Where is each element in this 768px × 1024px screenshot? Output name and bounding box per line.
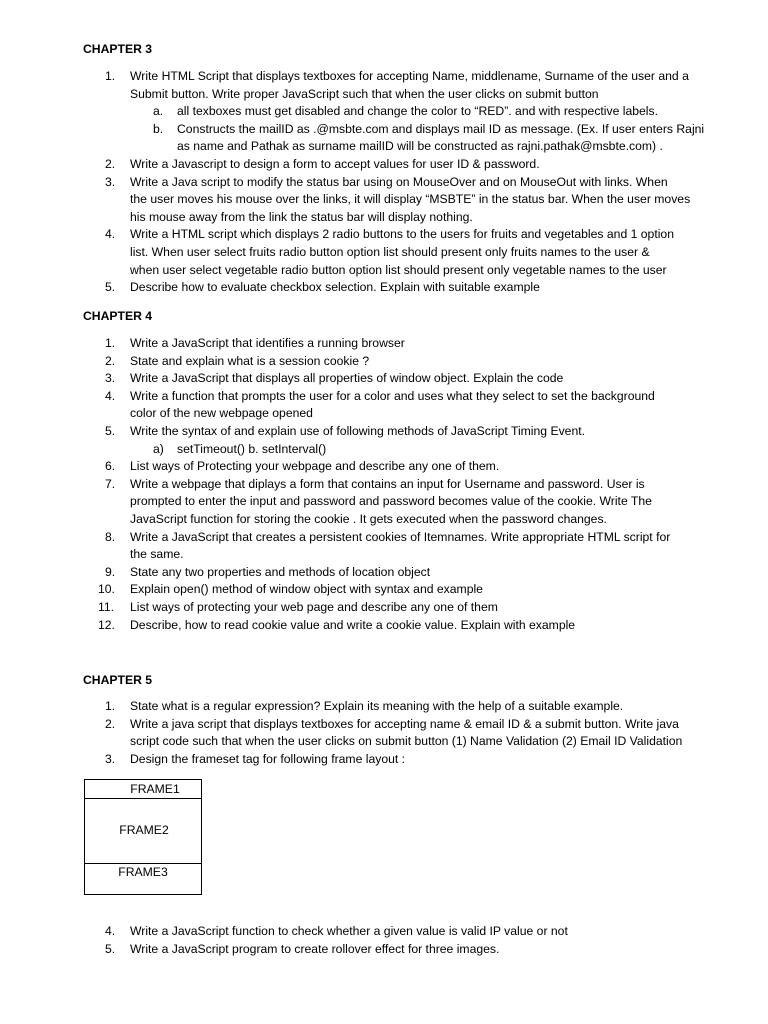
list-item: 3. Design the frameset tag for following frame layout : [105,751,406,766]
list-item: 1. Write a JavaScript that identifies a running browser [105,336,405,350]
list-item: 2. Write a java script that displays textboxes for accepting name & email ID & a submit button. Write java script code such that when the user clicks on submit button (1) Name Validation (2) Email ID Validation [105,716,683,749]
list-item: 4. Write a function that prompts the user for a color and uses what they select to set the background color of the new webpage opened [105,388,655,421]
list-item: 12. Describe, how to read cookie value and write a cookie value. Explain with example [98,617,576,632]
list-item: 9. State any two properties and methods of location object [105,564,431,579]
frame2-box: FRAME2 [119,823,169,837]
list-item: 1. Write HTML Script that displays textboxes for accepting Name, middlename, Surname of the user and a Submit button. Write proper JavaScript such that when the user clicks on submit button [105,69,689,101]
list-item: 7. Write a webpage that diplays a form that contains an input for Username and password. User is prompted to enter the input and password and password becomes value of the cookie. Write The JavaScript function for storing the cookie . It gets executed when the password changes. [105,476,652,526]
chapter-3-list [83,68,733,297]
sub-list-item: b. Constructs the mailID as .@msbte.com and displays mail ID as message. (Ex. If user enters Rajni as name and Pathak as surname mailID will be constructed as rajni.pathak@msbte.com) . [153,121,705,154]
list-item: 8. Write a JavaScript that creates a persistent cookies of Itemnames. Write appropriate HTML script for the same. [105,529,671,562]
list-item: 11. List ways of protecting your web page and describe any one of them [98,599,498,614]
list-item: 5. Describe how to evaluate checkbox selection. Explain with suitable example [105,280,540,295]
chapter-3-heading: CHAPTER 3 [83,42,153,56]
chapter-5-heading: CHAPTER 5 [83,673,153,687]
list-item: 10. Explain open() method of window object with syntax and example [98,582,483,597]
list-item: 4. Write a JavaScript function to check whether a given value is valid IP value or not [105,924,568,938]
frameset-diagram [84,779,202,895]
chapter-4-heading: CHAPTER 4 [83,309,153,323]
sub-list-item: a. all texboxes must get disabled and change the color to “RED”. and with respective labels. [153,104,658,119]
chapter-5-list-continued [83,923,733,958]
list-item: 4. Write a HTML script which displays 2 radio buttons to the users for fruits and vegetables and 1 option list. When user select fruits radio button option list should present only fruits names to the user & when user select vegetable radio button option list should present only vegetable names to the user [105,227,674,277]
frame1-box: FRAME1 [85,780,201,799]
list-item: 2. State and explain what is a session cookie ? [105,353,370,368]
list-item: 3. Write a JavaScript that displays all properties of window object. Explain the code [105,371,564,386]
sub-list-item: a) setTimeout() b. setInterval() [153,441,327,456]
list-item: 2. Write a Javascript to design a form to accept values for user ID & password. [105,156,540,171]
list-item: 5. Write the syntax of and explain use of following methods of JavaScript Timing Event. [105,423,586,438]
list-item: 5. Write a JavaScript program to create rollover effect for three images. [105,941,500,956]
chapter-4-list [83,335,733,634]
list-item: 1. State what is a regular expression? Explain its meaning with the help of a suitable example. [105,699,624,713]
list-item: 6. List ways of Protecting your webpage and describe any one of them. [105,459,500,474]
list-item: 3. Write a Java script to modify the status bar using on MouseOver and on MouseOut with links. When the user moves his mouse over the links, it will display “MSBTE” in the status bar. When the user moves his mouse away from the link the status bar will display nothing. [105,174,691,224]
frame3-box: FRAME3 [85,863,201,895]
chapter-5-list [83,698,733,768]
